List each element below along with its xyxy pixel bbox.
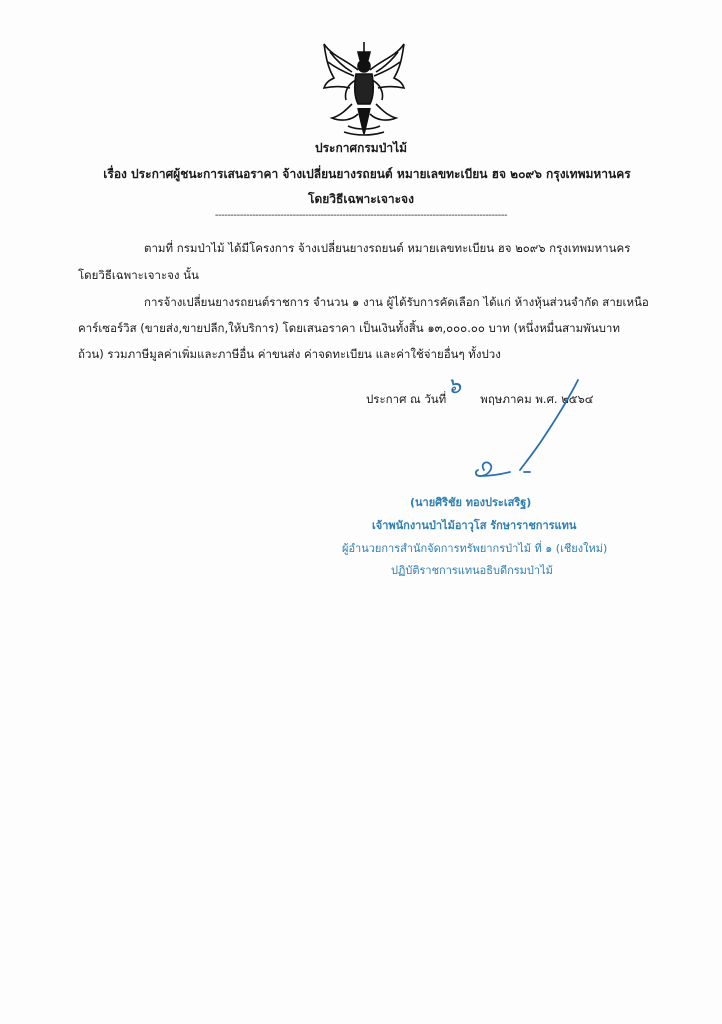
body-paragraph2-line3: ถ้วน) รวมภาษีมูลค่าเพิ่มและภาษีอื่น ค่าขนส่ง ค่าจดทะเบียน และค่าใช้จ่ายอื่นๆ ทั้งปวง [78, 347, 501, 361]
announcement-month-year: พฤษภาคม พ.ศ. ๒๕๖๔ [480, 392, 594, 406]
body-paragraph1-line1: ตามที่ กรมป่าไม้ ได้มีโครงการ จ้างเปลี่ยนยางรถยนต์ หมายเลขทะเบียน ฮจ ๒๐๙๖ กรุงเทพมหานคร [144, 241, 631, 255]
signatory-position-line1: เจ้าพนักงานป่าไม้อาวุโส รักษาราชการแทน [372, 519, 577, 532]
signatory-name: (นายศิริชัย ทองประเสริฐ) [410, 496, 532, 509]
announcement-prefix: ประกาศ ณ วันที่ [366, 392, 447, 406]
signatory-position-line3: ปฏิบัติราชการแทนอธิบดีกรมป่าไม้ [391, 564, 553, 577]
signatory-position-line2: ผู้อำนวยการสำนักจัดการทรัพยากรป่าไม้ ที่ ๑ (เชียงใหม่) [342, 542, 608, 555]
body-paragraph2-line1: การจ้างเปลี่ยนยางรถยนต์ราชการ จำนวน ๑ งาน ผู้ได้รับการคัดเลือก ได้แก่ ห้างหุ้นส่วนจำกัด สายเหนือ [144, 295, 649, 309]
handwritten-signature-icon [450, 372, 610, 492]
dashed-divider: ---------------------------------------------------------------------------------------------- [214, 210, 508, 221]
method-title: โดยวิธีเฉพาะเจาะจง [308, 192, 414, 206]
garuda-emblem-icon [318, 38, 410, 138]
handwritten-day: ๖ [447, 374, 461, 399]
issuer-title: ประกาศกรมป่าไม้ [314, 141, 408, 155]
subject-title: เรื่อง ประกาศผู้ชนะการเสนอราคา จ้างเปลี่ยนยางรถยนต์ หมายเลขทะเบียน ฮจ ๒๐๙๖ กรุงเทพมหานคร [103, 167, 631, 181]
body-paragraph2-line2: คาร์เซอร์วิส (ขายส่ง,ขายปลีก,ให้บริการ) โดยเสนอราคา เป็นเงินทั้งสิ้น ๑๓,๐๐๐.๐๐ บาท (หนึ่งหมื่นสามพันบาท [78, 321, 620, 335]
body-paragraph1-line2: โดยวิธีเฉพาะเจาะจง นั้น [78, 268, 199, 282]
